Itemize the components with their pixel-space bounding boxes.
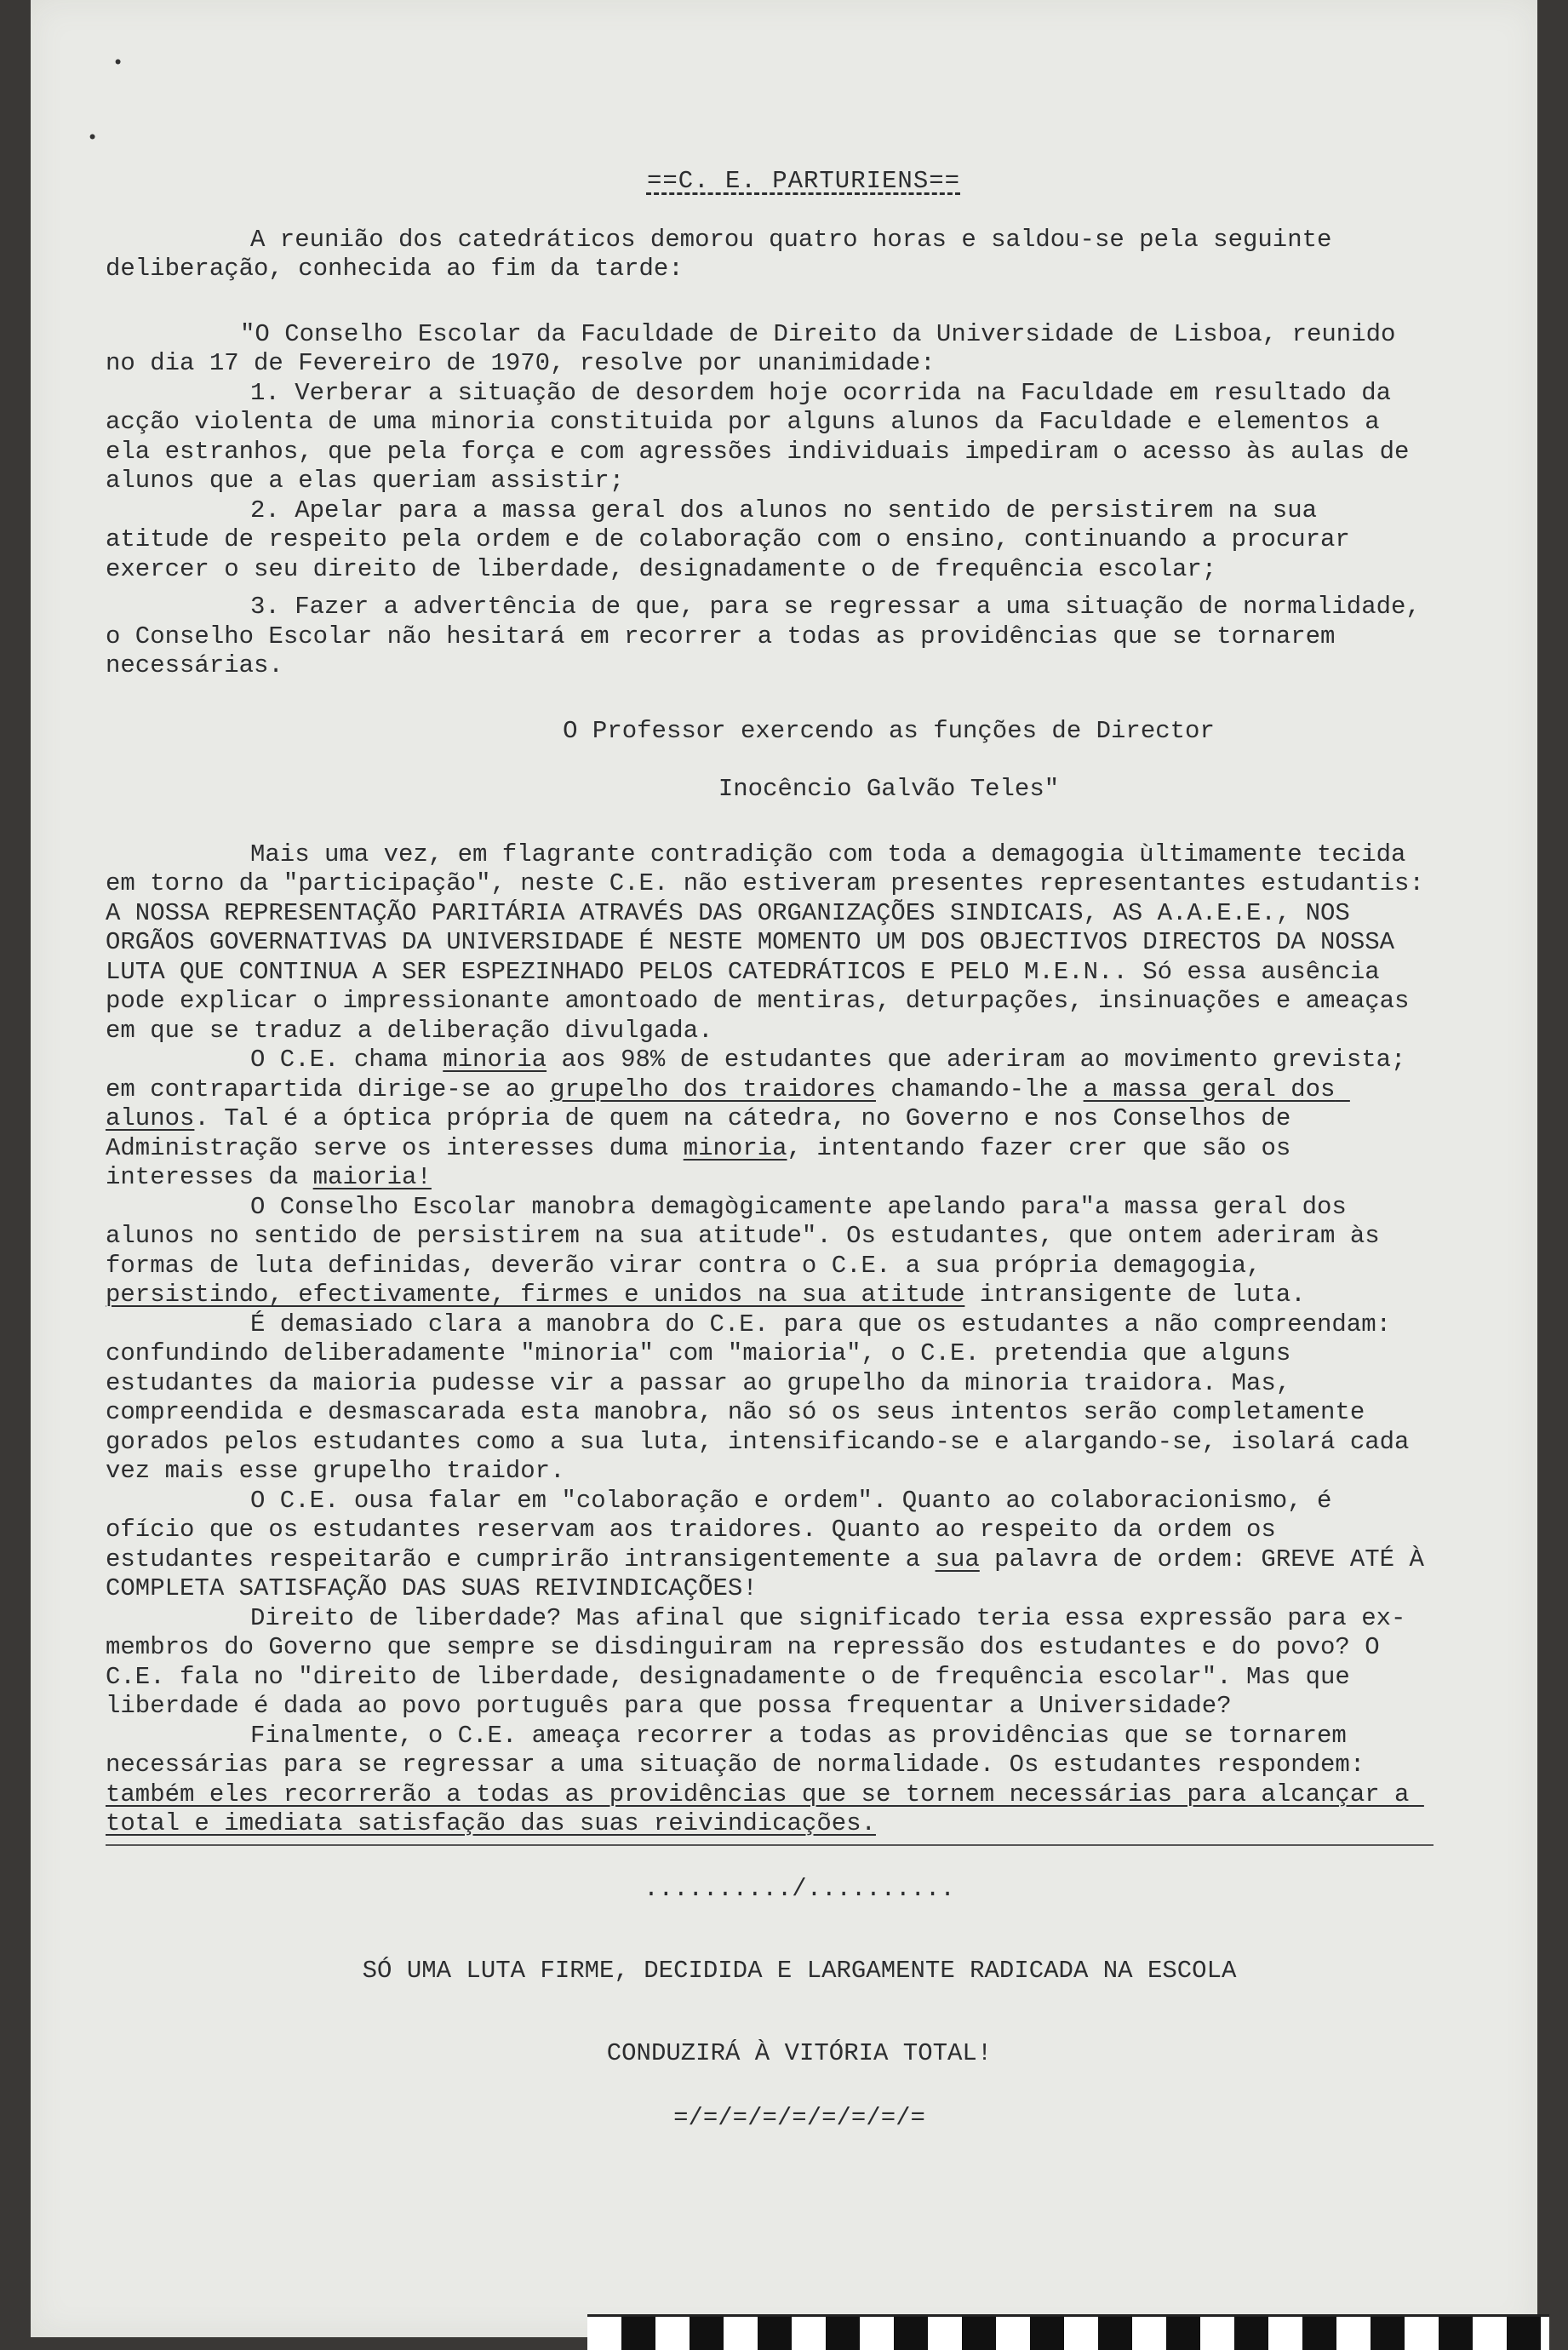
intro-paragraph: A reunião dos catedráticos demorou quatro horas e saldou-se pela seguinte deliberação, conhecida ao fim da tarde: — [106, 225, 1347, 283]
signature-name: Inocêncio Galvão Teles" — [718, 775, 1060, 803]
body-paragraph: O C.E. ousa falar em "colaboração e ordem". Quanto ao colaboracionismo, é ofício que os estudantes reservam aos traidores. Quanto ao respeito da ordem os estudantes respeitarão e cumprirão intransigentemente a sua palavra de ordem: GREVE ATÉ À COMPLETA SATISFAÇÃO DAS SUAS REIVINDICAÇÕES! — [106, 1486, 1439, 1602]
body-paragraph: Direito de liberdade? Mas afinal que significado teria essa expressão para ex-membros do Governo que sempre se disdinguiram na repressão dos estudantes e do povo? O C.E. fala no "direito de liberdade, designadamente o de frequência escolar". Mas que liberdade é dada ao povo português para que possa frequentar a Universidade? — [106, 1603, 1406, 1720]
closing-slogan-line1: SÓ UMA LUTA FIRME, DECIDIDA E LARGAMENTE RADICADA NA ESCOLA — [362, 1957, 1237, 1985]
closing-slogan-line2: CONDUZIRÁ À VITÓRIA TOTAL! — [606, 2038, 993, 2067]
punch-mark: • — [87, 128, 99, 149]
footer-marks: =/=/=/=/=/=/=/=/= — [673, 2104, 925, 2132]
scale-ruler — [587, 2314, 1549, 2350]
body-paragraph: Mais uma vez, em flagrante contradição com toda a demagogia ùltimamente tecida em torno da "participação", neste C.E. não estiveram presentes representantes estudantis: A NOSSA REPRESENTAÇÃO PARITÁRIA ATRAVÉS DAS ORGANIZAÇÕES SINDICAIS, AS A.A.E.E., NOS ORGÃOS GOVERNATIVAS DA UNIVERSIDADE É NESTE MOMENTO UM DOS OBJECTIVOS DIRECTOS DA NOSSA LUTA QUE CONTINUA A SER ESPEZINHADO PELOS CATEDRÁTICOS E PELO M.E.N.. Só essa ausência pode explicar o impressionante amontoado de mentiras, deturpações, insinuações e ameaças em que se traduz a deliberação divulgada. — [106, 840, 1439, 1045]
separator: ........../.......... — [644, 1874, 955, 1903]
body-paragraph: O C.E. chama minoria aos 98% de estudantes que aderiram ao movimento grevista; em contrapartida dirige-se ao grupelho dos traidores chamando-lhe a massa geral dos alunos. Tal é a óptica própria de quem na cátedra, no Governo e nos Conselhos de Administração serve os interesses duma minoria, intentando fazer crer que são os interesses da maioria! — [106, 1046, 1421, 1191]
punch-mark: • — [112, 53, 124, 74]
body-paragraph: O Conselho Escolar manobra demagògicamente apelando para"a massa geral dos alunos no sentido de persistirem na sua atitude". Os estudantes, que ontem aderiram às formas de luta definidas, deverão virar contra o C.E. a sua própria demagogia, persistindo, efectivamente, firmes e unidos na sua atitude intransigente de luta. — [106, 1192, 1395, 1309]
body-paragraph: É demasiado clara a manobra do C.E. para que os estudantes a não compreendam: confundindo deliberadamente "minoria" com "maioria", o C.E. pretendia que alguns estudantes da maioria pudesse vir a passar ao grupelho da minoria traidora. Mas, compreendida e desmascarada esta manobra, não só os seus intentos serão completamente gorados pelos estudantes como a sua luta, intensificando-se e alargando-se, isolará cada vez mais esse grupelho traidor. — [106, 1310, 1424, 1485]
document-body — [106, 167, 1439, 2134]
page-title: ==C. E. PARTURIENS== — [646, 167, 961, 195]
resolution-item: 1. Verberar a situação de desordem hoje ocorrida na Faculdade em resultado da acção violenta de uma minoria constituida por alguns alunos da Faculdade e elementos a ela estranhos, que pela força e com agressões individuais impediram o acesso às aulas de alunos que a elas queriam assistir; — [106, 378, 1424, 495]
signature-title: O Professor exercendo as funções de Director — [563, 716, 1215, 745]
body-paragraph: Finalmente, o C.E. ameaça recorrer a todas as providências que se tornarem necessárias para se regressar a uma situação de normalidade. Os estudantes respondem: também eles recorrerão a todas as providências que se tornem necessárias para alcançar a total e imediata satisfação das suas reivindicações. — [106, 1721, 1424, 1837]
resolution-item: 2. Apelar para a massa geral dos alunos no sentido de persistirem na sua atitude de respeito pela ordem e de colaboração com o ensino, continuando a procurar exercer o seu direito de liberdade, designadamente o de frequência escolar; — [106, 496, 1365, 583]
resolution-opening: "O Conselho Escolar da Faculdade de Direito da Universidade de Lisboa, reunido no dia 17 de Fevereiro de 1970, resolve por unanimidade: — [106, 319, 1411, 377]
resolution-item: 3. Fazer a advertência de que, para se regressar a uma situação de normalidade, o Conselho Escolar não hesitará em recorrer a todas as providências que se tornarem necessárias. — [106, 593, 1436, 679]
